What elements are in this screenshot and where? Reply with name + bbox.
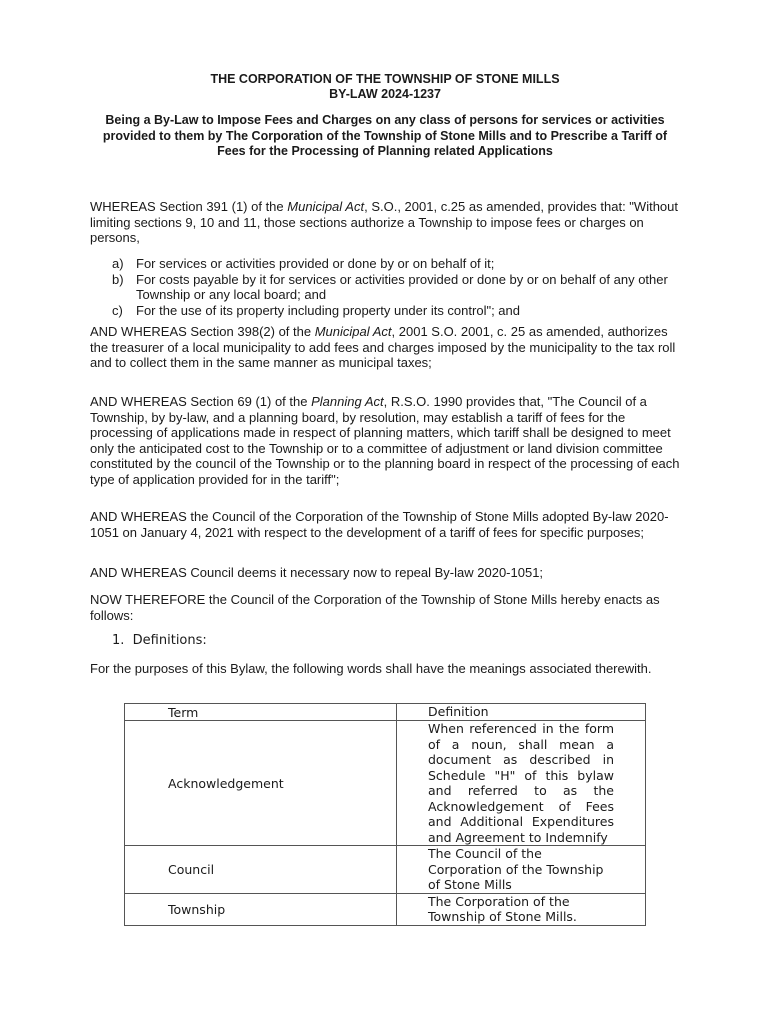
recital-prefix: WHEREAS Section 391 (1) of the xyxy=(90,199,288,214)
list-marker: c) xyxy=(112,302,123,318)
act-name: Municipal Act xyxy=(287,199,365,214)
list-item-text: For costs payable by it for services or activities provided or done by or on behalf of any other Township or any local board; and xyxy=(136,271,668,302)
definition-cell: The Corporation of the Township of Stone Mills. xyxy=(397,893,646,925)
column-header-term: Term xyxy=(125,704,397,721)
definition-cell: The Council of the Corporation of the Township of Stone Mills xyxy=(397,846,646,894)
recital-prior-bylaw: AND WHEREAS the Council of the Corporation of the Township of Stone Mills adopted By-law 2020-1051 on January 4, 2021 with respect to the development of a tariff of fees for specific purposes; xyxy=(90,509,669,540)
list-marker: b) xyxy=(112,271,124,287)
table-row xyxy=(125,846,646,894)
list-item xyxy=(112,303,684,319)
bylaw-purpose: Being a By-Law to Impose Fees and Charges on any class of persons for services or activities provided to them by The Corporation of the Township of Stone Mills and to Prescribe a Tariff of Fees for the Processing of Planning related Applications xyxy=(102,113,668,158)
list-item xyxy=(112,256,684,272)
enactment-clause: NOW THEREFORE the Council of the Corporation of the Township of Stone Mills hereby enacts as follows: xyxy=(90,592,660,623)
table-row xyxy=(125,893,646,925)
recital-suffix: , S.O., 2001, c.25 as amended, provides that: "Without limiting sections 9, 10 and 11, those sections authorize a Township to impose fees or charges on persons, xyxy=(90,199,678,245)
section-number: 1. xyxy=(112,633,125,648)
recital-items-list xyxy=(112,256,684,318)
definitions-intro: For the purposes of this Bylaw, the following words shall have the meanings associated therewith. xyxy=(90,661,652,676)
section-heading-definitions xyxy=(112,633,207,648)
recital-prefix: AND WHEREAS Section 69 (1) of the xyxy=(90,394,312,409)
bylaw-number: BY-LAW 2024-1237 xyxy=(329,87,441,101)
definitions-table xyxy=(124,703,646,926)
term-cell: Acknowledgement xyxy=(125,721,397,846)
recital-repeal: AND WHEREAS Council deems it necessary now to repeal By-law 2020-1051; xyxy=(90,565,544,580)
recital-suffix: , R.S.O. 1990 provides that, "The Council of a Township, by by-law, and a planning board, by resolution, may establish a tariff of fees for the processing of applications made in respect of planning matters, which tariff shall be designed to meet only the anticipated cost to the Township or to a committee of adjustment or land division committee constituted by the council of the Township or to the planning board in respect of the processing of each type of application provided for in the tariff"; xyxy=(90,394,680,487)
column-header-definition: Definition xyxy=(397,704,646,721)
list-item-text: For the use of its property including property under its control"; and xyxy=(136,302,520,318)
recital-suffix: , 2001 S.O. 2001, c. 25 as amended, authorizes the treasurer of a local municipality to add fees and charges imposed by the municipality to the tax roll and to collect them in the same manner as municipal taxes; xyxy=(90,324,676,370)
recital-planning-act xyxy=(90,394,682,487)
definition-cell: When referenced in the form of a noun, shall mean a document as described in Schedule "H" of this bylaw and referred to as the Acknowledgement of Fees and Additional Expenditures and Agreement to Indemnify xyxy=(397,721,646,846)
recital-prefix: AND WHEREAS Section 398(2) of the xyxy=(90,324,315,339)
corporation-title: THE CORPORATION OF THE TOWNSHIP OF STONE MILLS xyxy=(210,72,560,86)
term-cell: Council xyxy=(125,846,397,894)
act-name: Municipal Act xyxy=(314,324,392,339)
section-title: Definitions: xyxy=(132,633,207,648)
list-item-text: For services or activities provided or done by or on behalf of it; xyxy=(136,256,495,271)
recital-municipal-act-391 xyxy=(90,199,682,246)
list-item xyxy=(112,272,684,303)
recital-municipal-act-398 xyxy=(90,324,682,371)
term-cell: Township xyxy=(125,893,397,925)
table-row xyxy=(125,721,646,846)
table-header-row xyxy=(125,704,646,721)
act-name: Planning Act xyxy=(311,394,384,409)
list-marker: a) xyxy=(112,256,124,271)
